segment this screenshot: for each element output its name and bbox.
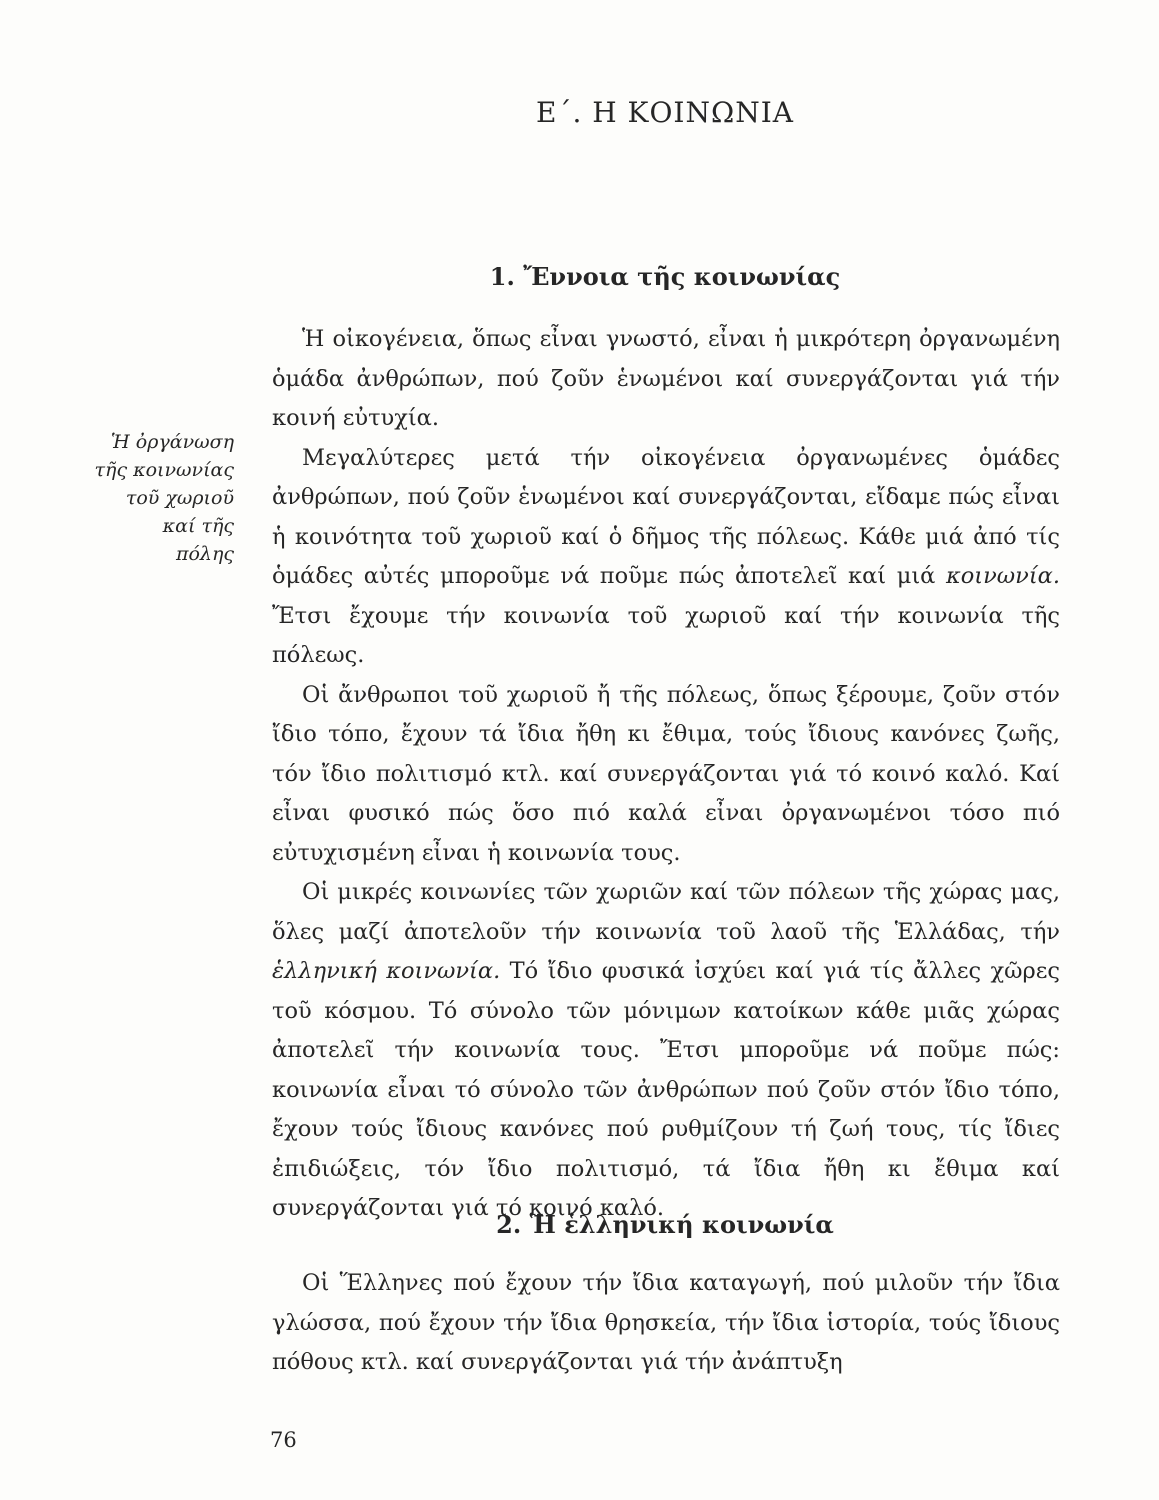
section-2-title: 2. Ἡ ἑλληνική κοινωνία [496,1210,834,1239]
margin-note-line: Ἡ ὀργάνωση [110,431,234,453]
chapter-title: Ε΄. Η ΚΟΙΝΩΝΙΑ [536,96,794,129]
margin-note-line: τῆς κοινωνίας [94,459,234,481]
paragraph [272,439,1060,676]
paragraph-text: Τό ἴδιο φυσικά ἰσχύει καί γιά τίς ἄλλες χῶρες τοῦ κόσμου. Τό σύνολο τῶν μόνιμων κατοίκων κάθε μιᾶς χώρας ἀποτελεῖ τήν κοινωνία τους. Ἔτσι μποροῦμε νά ποῦμε πώς: κοινωνία εἶναι τό σύνολο τῶν ἀνθρώπων πού ζοῦν στόν ἴδιο τόπο, ἔχουν τούς ἴδιους κανόνες πού ρυθμίζουν τή ζωή τους, τίς ἴδιες ἐπιδιώξεις, τόν ἴδιο πολιτισμό, τά ἴδια ἤθη κι ἔθιμα καί συνεργάζονται γιά τό κοινό καλό. [272,958,1060,1221]
margin-note-line: πόλης [176,543,234,565]
paragraph-text: Οἱ μικρές κοινωνίες τῶν χωριῶν καί τῶν πόλεων τῆς χώρας μας, ὅλες μαζί ἀποτελοῦν τήν κοινωνία τοῦ λαοῦ τῆς Ἑλλάδας, τήν [272,879,1060,945]
paragraph: Οἱ Ἕλληνες πού ἔχουν τήν ἴδια καταγωγή, πού μιλοῦν τήν ἴδια γλώσσα, πού ἔχουν τήν ἴδια θρησκεία, τήν ἴδια ἱστορία, τούς ἴδιους πόθους κτλ. καί συνεργάζονται γιά τήν ἀνάπτυξη [272,1270,1060,1375]
page-number: 76 [270,1428,297,1452]
section-1-title: 1. Ἔννοια τῆς κοινωνίας [489,262,841,291]
paragraph-text: Μεγαλύτερες μετά τήν οἰκογένεια ὀργανωμένες ὁμάδες ἀνθρώπων, πού ζοῦν ἑνωμένοι καί συνεργάζονται, εἴδαμε πώς εἶναι ἡ κοινότητα τοῦ χωριοῦ καί ὁ δῆμος τῆς πόλεως. Κάθε μιά ἀπό τίς ὁμάδες αὐτές μποροῦμε νά ποῦμε πώς ἀποτελεῖ καί μιά [272,444,1060,589]
section-2-body [272,1264,1060,1383]
paragraph-text: Ἔτσι ἔχουμε τήν κοινωνία τοῦ χωριοῦ καί τήν κοινωνία τῆς πόλεως. [272,602,1060,668]
emphasis-term: ἑλληνική κοινωνία. [272,958,501,984]
paragraph: Οἱ ἄνθρωποι τοῦ χωριοῦ ἤ τῆς πόλεως, ὅπως ξέρουμε, ζοῦν στόν ἴδιο τόπο, ἔχουν τά ἴδια ἤθη κι ἔθιμα, τούς ἴδιους κανόνες ζωῆς, τόν ἴδιο πολιτισμό κτλ. καί συνεργάζονται γιά τό κοινό καλό. Καί εἶναι φυσικό πώς ὅσο πιό καλά εἶναι ὀργανωμένοι τόσο πιό εὐτυχισμένη εἶναι ἡ κοινωνία τους. [272,681,1060,866]
margin-note-line: τοῦ χωριοῦ [125,487,234,509]
paragraph [272,873,1060,1229]
section-1-body [272,320,1060,1229]
paragraph: Ἡ οἰκογένεια, ὅπως εἶναι γνωστό, εἶναι ἡ μικρότερη ὀργανωμένη ὁμάδα ἀνθρώπων, πού ζοῦν ἑνωμένοι καί συνεργάζονται γιά τήν κοινή εὐτυχία. [272,326,1060,431]
margin-note [60,428,234,568]
emphasis-term: κοινωνία. [946,563,1060,589]
margin-note-line: καί τῆς [162,515,234,537]
